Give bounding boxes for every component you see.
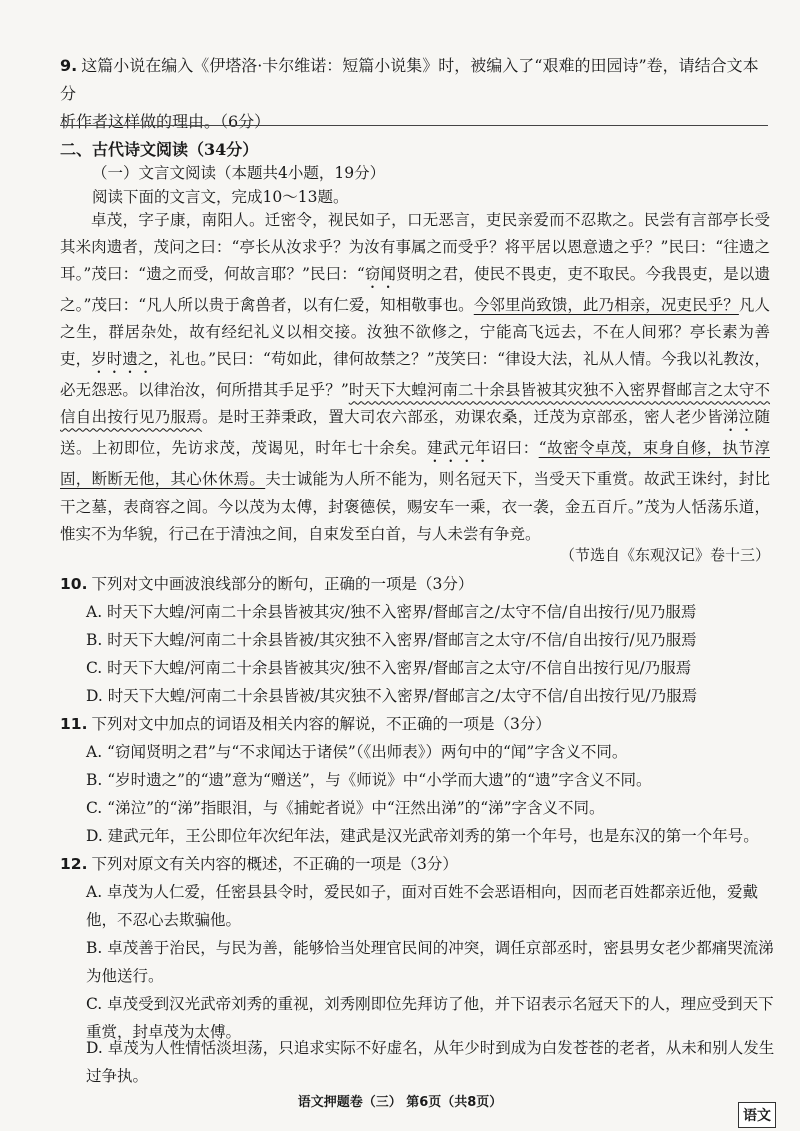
question-number: 9.	[60, 56, 78, 75]
section-title: 二、古代诗文阅读（34分）	[60, 140, 259, 159]
option: A. 时天下大蝗/河南二十余县皆被其灾/独不入密界/督邮言之/太守不信/自出按行/见乃服焉	[86, 603, 697, 621]
option: C. “涕泣”的“涕”指眼泪，与《捕蛇者说》中“汪然出涕”的“涕”字含义不同。	[86, 799, 605, 817]
option: B. “岁时遗之”的“遗”意为“赠送”，与《师说》中“小学而大遗”的“遗”字含义不同。	[86, 771, 652, 789]
question-9-line1	[60, 52, 770, 108]
passage-text: 夫士诚能为人所不能为，则名冠天下，当受天下重赏。故武王诛纣，封比干之墓，表商容之闾。今以茂为太傅，封褒德侯，赐安车一乘，衣一袭，金五百斤。”茂为人恬荡乐道，惟实不为华貌，行己在于清浊之间，自束发至白首，与人未尝有争竞。	[60, 470, 770, 543]
dotted-word: 岁时遗之	[91, 350, 154, 369]
wavy-underlined-passage: 时天下大蝗河南二十余县皆被其灾独不入密界督邮言之太守不信自出按行见乃服焉	[60, 381, 770, 427]
passage-text: 诏曰：	[490, 439, 539, 458]
passage-text: 随送。上初即位，先访求茂，茂谒见，时年七十余矣。	[60, 408, 770, 458]
question-text: 下列对原文有关内容的概述，不正确的一项是（3分）	[91, 855, 458, 873]
passage-text: 。是时王莽秉政，置大司农六部丞，劝课农桑，迁茂为京部丞，密人老少皆	[202, 408, 723, 427]
question-9	[60, 52, 770, 136]
option: B. 时天下大蝗/河南二十余县皆被/其灾独不入密界/督邮言之太守/不信/自出按行/见乃服焉	[86, 631, 697, 649]
passage-text: 卓茂，字子康，南阳人。迁密令，视民如子，口无恶言，吏民亲爱而不忍欺之。民尝有言部亭长受其米肉遗者，茂问之曰：“亭长从汝求乎？为汝有事属之而受乎？将平居以恩意遗之乎？”民曰：“往遗之耳。”茂曰：“遗之而受，何故言耶？”民曰：“	[60, 211, 770, 284]
passage-text: 贤明之君，使民不畏吏，吏不取民。今我畏吏，是以遗之。”茂曰：“凡人所以贵于禽兽者，以有仁爱，知相敬事也。	[60, 265, 770, 315]
subject-badge: 语文	[738, 1102, 776, 1128]
option: C. 时天下大蝗/河南二十余县皆被其灾/独不入密界/督邮言之太守/不信自出按行见/乃服焉	[86, 659, 692, 677]
question-9-line2: 析作者这样做的理由。（6分）	[60, 112, 271, 131]
passage-text: ，礼也。”民曰：“苟如此，律何故禁之？”茂笑曰：“律设大法，礼从人情。今我以礼教汝，必无怨恶。以律治汝，何所措其手足乎？”	[60, 350, 770, 400]
reading-instruction: 阅读下面的文言文，完成10～13题。	[92, 188, 349, 206]
question-12-stem	[60, 850, 770, 878]
underlined-sentence: 今邻里尚致馈，此乃相亲，况吏民乎？	[473, 296, 739, 315]
passage-source: （节选自《东观汉记》卷十三）	[559, 546, 770, 564]
question-text: 下列对文中画波浪线部分的断句，正确的一项是（3分）	[91, 575, 474, 593]
question-text: 下列对文中加点的词语及相关内容的解说，不正确的一项是（3分）	[91, 715, 551, 733]
option: C. 卓茂受到汉光武帝刘秀的重视，刘秀刚即位先拜访了他，并下诏表示名冠天下的人，理应受到天下重赏，封卓茂为太傅。	[86, 995, 774, 1041]
option: D. 卓茂为人性情恬淡坦荡，只追求实际不好虚名，从年少时到成为白发苍苍的老者，从未和别人发生过争执。	[86, 1039, 775, 1085]
dotted-word: 窃闻	[364, 265, 397, 284]
page-footer: 语文押题卷（三） 第6页（共8页）	[297, 1095, 503, 1110]
option: D. 时天下大蝗/河南二十余县皆被/其灾独不入密界/督邮言之/太守不信/自出按行见/乃服焉	[86, 687, 698, 705]
question-11-stem	[60, 710, 770, 738]
underlined-sentence: “故密令卓茂，束身自修，执节淳固，断断无他，其心休休焉。	[60, 439, 770, 489]
passage-text: 凡人之生，群居杂处，故有经纪礼义以相交接。汝独不欲修之，宁能高飞远去，不在人间邪？亭长素为善吏，	[60, 296, 770, 369]
dotted-word: 涕泣	[722, 408, 755, 427]
question-10-stem	[60, 570, 770, 598]
question-number: 12.	[60, 855, 88, 873]
question-number: 11.	[60, 715, 88, 733]
answer-line	[60, 125, 768, 126]
option: A. “窃闻贤明之君”与“不求闻达于诸侯”（《出师表》）两句中的“闻”字含义不同。	[86, 743, 628, 761]
classical-passage	[60, 207, 770, 548]
option: B. 卓茂善于治民，与民为善，能够恰当处理官民间的冲突，调任京部丞时，密县男女老少都痛哭流涕为他送行。	[86, 939, 774, 985]
dotted-word: 建武元年	[426, 439, 491, 458]
subsection-title: （一）文言文阅读（本题共4小题，19分）	[92, 164, 386, 182]
option: A. 卓茂为人仁爱，任密县县令时，爱民如子，面对百姓不会恶语相向，因而老百姓都亲近他，爱戴他，不忍心去欺骗他。	[86, 883, 759, 929]
question-9-text: 这篇小说在编入《伊塔洛·卡尔维诺：短篇小说集》时，被编入了“艰难的田园诗”卷，请结合文本分	[60, 56, 759, 103]
question-number: 10.	[60, 575, 88, 593]
option: D. 建武元年，王公即位年次纪年法，建武是汉光武帝刘秀的第一个年号，也是东汉的第一个年号。	[86, 827, 759, 845]
